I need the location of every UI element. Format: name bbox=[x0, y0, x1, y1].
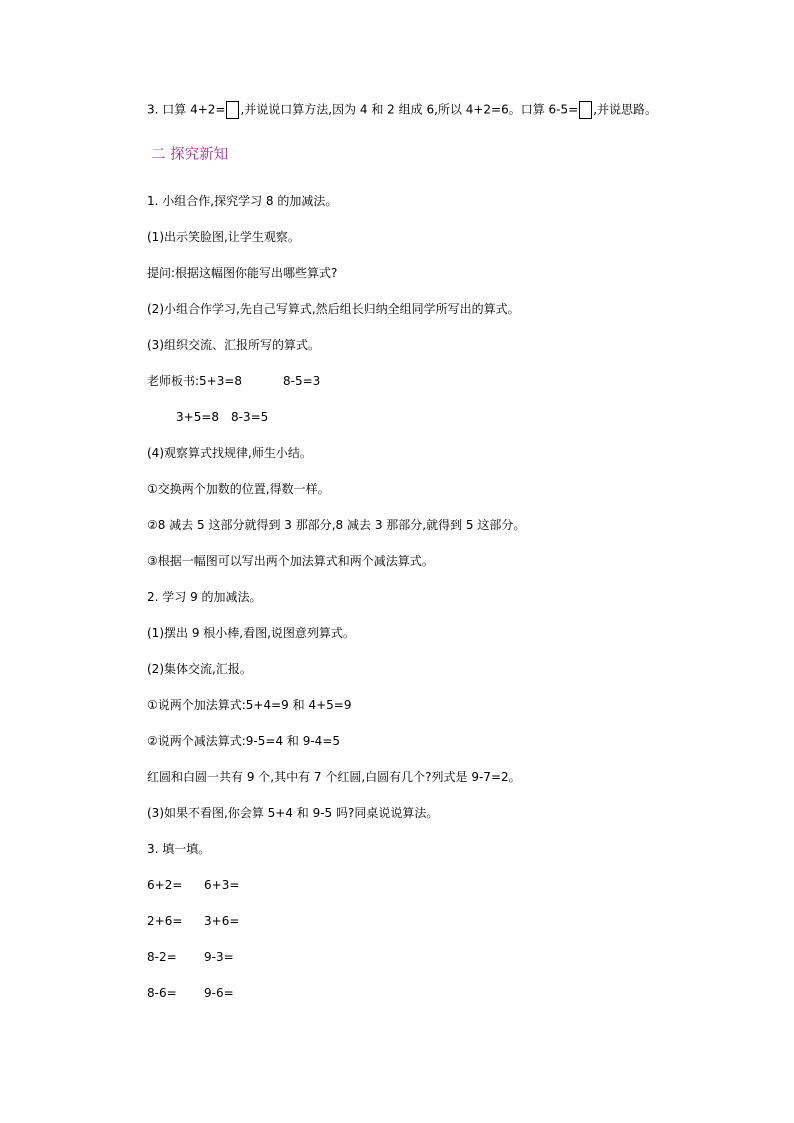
paragraph-14: (2)集体交流,汇报。 bbox=[147, 662, 252, 676]
board-equation-2: 8-5=3 bbox=[283, 374, 321, 388]
paragraph-17: 红圆和白圆一共有 9 个,其中有 7 个红圆,白圆有几个?列式是 9-7=2。 bbox=[147, 770, 521, 784]
paragraph-10: ②8 减去 5 这部分就得到 3 那部分,8 减去 3 那部分,就得到 5 这部分。 bbox=[147, 518, 526, 532]
paragraph-16: ②说两个减法算式:9-5=4 和 9-4=5 bbox=[147, 734, 341, 748]
board-equation-1: 老师板书:5+3=8 bbox=[147, 374, 243, 388]
board-line-2 bbox=[176, 409, 268, 425]
paragraph-11: ③根据一幅图可以写出两个加法算式和两个减法算式。 bbox=[147, 554, 434, 568]
paragraph-5: (3)组织交流、汇报所写的算式。 bbox=[147, 338, 320, 352]
answer-box-2 bbox=[579, 101, 592, 119]
paragraph-13: (1)摆出 9 根小棒,看图,说图意列算式。 bbox=[147, 626, 355, 640]
paragraph-19: 3. 填一填。 bbox=[147, 842, 211, 856]
fill-row bbox=[147, 877, 239, 893]
intro-item-3-part-b: ,并说说口算方法,因为 4 和 2 组成 6,所以 4+2=6。口算 6-5= bbox=[240, 102, 579, 117]
board-equation-4: 8-3=5 bbox=[231, 410, 269, 424]
section-heading: 二 探究新知 bbox=[151, 147, 229, 163]
board-line-1 bbox=[147, 373, 320, 389]
paragraph-18: (3)如果不看图,你会算 5+4 和 9-5 吗?同桌说说算法。 bbox=[147, 806, 439, 820]
paragraph-15: ①说两个加法算式:5+4=9 和 4+5=9 bbox=[147, 698, 352, 712]
fill-expression-b: 3+6= bbox=[204, 914, 240, 928]
paragraph-8: (4)观察算式找规律,师生小结。 bbox=[147, 446, 312, 460]
board-equation-3: 3+5=8 bbox=[176, 410, 220, 424]
fill-row bbox=[147, 949, 234, 965]
intro-item-3-part-c: ,并说思路。 bbox=[593, 102, 658, 117]
paragraph-3: 提问:根据这幅图你能写出哪些算式? bbox=[147, 266, 338, 280]
fill-row bbox=[147, 985, 234, 1001]
paragraph-9: ①交换两个加数的位置,得数一样。 bbox=[147, 482, 330, 496]
fill-expression-a: 8-6= bbox=[147, 986, 177, 1000]
intro-item-3-part-a: 3. 口算 4+2= bbox=[147, 102, 226, 117]
paragraph-12: 2. 学习 9 的加减法。 bbox=[147, 590, 262, 604]
fill-expression-a: 8-2= bbox=[147, 950, 177, 964]
fill-expression-a: 6+2= bbox=[147, 878, 183, 892]
fill-expression-b: 6+3= bbox=[204, 878, 240, 892]
paragraph-2: (1)出示笑脸图,让学生观察。 bbox=[147, 230, 300, 244]
fill-expression-b: 9-3= bbox=[204, 950, 234, 964]
paragraph-1: 1. 小组合作,探究学习 8 的加减法。 bbox=[147, 194, 338, 208]
fill-expression-b: 9-6= bbox=[204, 986, 234, 1000]
fill-row bbox=[147, 913, 239, 929]
fill-expression-a: 2+6= bbox=[147, 914, 183, 928]
paragraph-4: (2)小组合作学习,先自己写算式,然后组长归纳全组同学所写出的算式。 bbox=[147, 302, 520, 316]
answer-box-1 bbox=[226, 101, 239, 119]
intro-item-3 bbox=[147, 101, 657, 119]
